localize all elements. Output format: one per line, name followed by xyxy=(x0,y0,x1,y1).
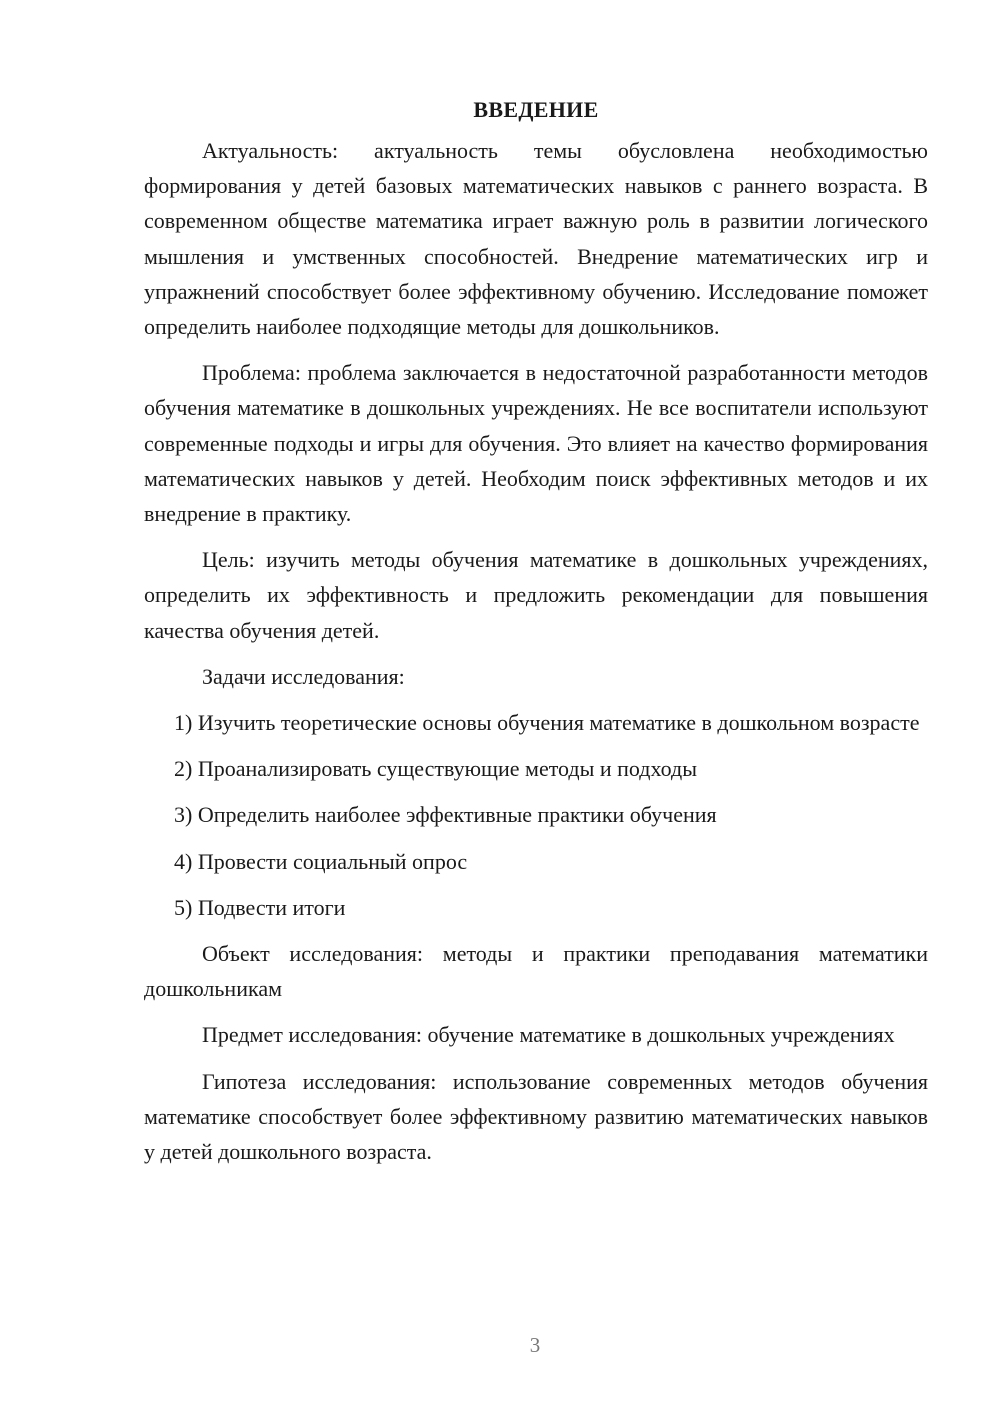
page-title: ВВЕДЕНИЕ xyxy=(473,97,599,122)
goal-paragraph: Цель: изучить методы обучения математике в дошкольных учреждениях, определить их эффективность и предложить рекомендации для повышения качества обучения детей. xyxy=(144,547,928,643)
task-item-1: 1) Изучить теоретические основы обучения математике в дошкольном возрасте xyxy=(174,710,920,736)
task-item-2: 2) Проанализировать существующие методы и подходы xyxy=(174,756,697,782)
task-item-3: 3) Определить наиболее эффективные практики обучения xyxy=(174,802,717,828)
task-item-4: 4) Провести социальный опрос xyxy=(174,848,468,874)
tasks-heading: Задачи исследования: xyxy=(202,663,405,689)
problem-paragraph: Проблема: проблема заключается в недостаточной разработанности методов обучения математике в дошкольных учреждениях. Не все воспитатели используют современные подходы и игры для обучения. Это влияет на качество формирования математических навыков у детей. Необходим поиск эффективных методов и их внедрение в практику. xyxy=(144,360,928,527)
subject-paragraph: Предмет исследования: обучение математике в дошкольных учреждениях xyxy=(202,1022,895,1048)
hypothesis-paragraph: Гипотеза исследования: использование современных методов обучения математике способствует более эффективному развитию математических навыков у детей дошкольного возраста. xyxy=(144,1068,928,1165)
page-number: 3 xyxy=(529,1333,541,1357)
relevance-paragraph: Актуальность: актуальность темы обусловлена необходимостью формирования у детей базовых математических навыков с раннего возраста. В современном обществе математика играет важную роль в развитии логического мышления и умственных способностей. Внедрение математических игр и упражнений способствует более эффективному обучению. Исследование поможет определить наиболее подходящие методы для дошкольников. xyxy=(144,138,928,340)
task-item-5: 5) Подвести итоги xyxy=(174,894,346,920)
object-paragraph: Объект исследования: методы и практики преподавания математики дошкольникам xyxy=(144,941,928,1002)
document-page xyxy=(144,92,928,1169)
